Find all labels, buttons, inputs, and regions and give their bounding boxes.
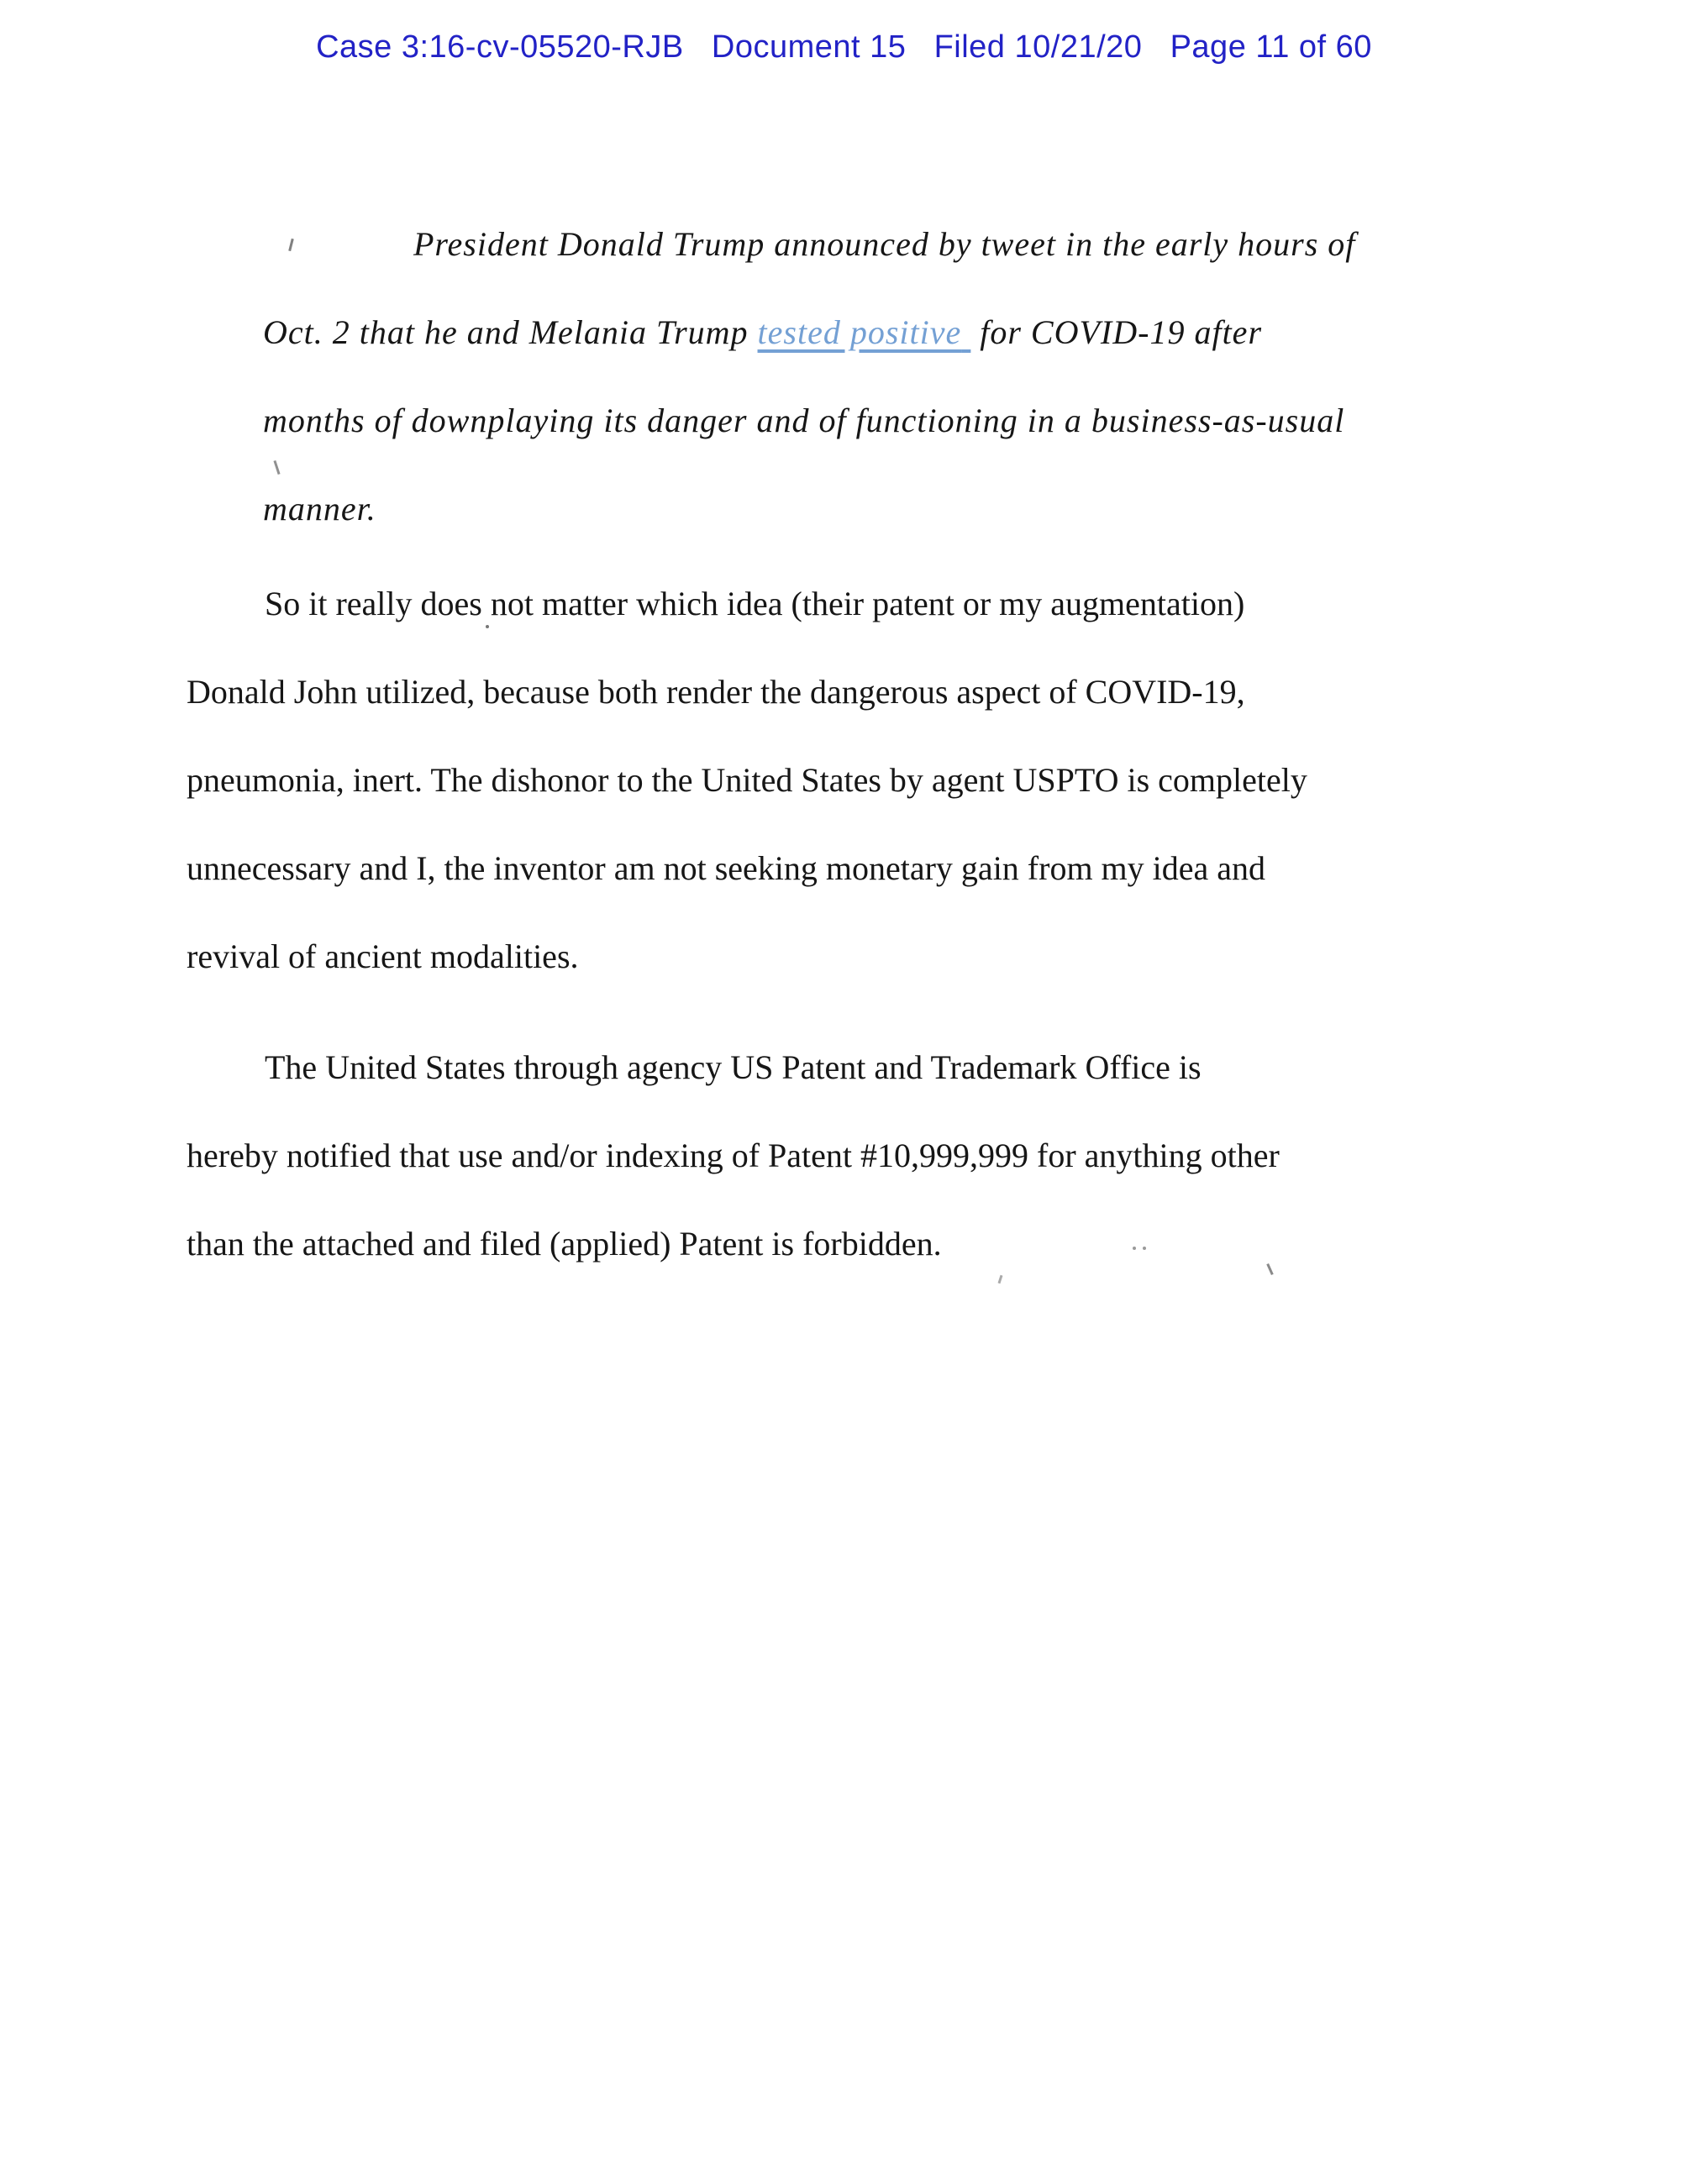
text-line: Donald John utilized, because both render the dangerous aspect of COVID-19, bbox=[187, 673, 1245, 711]
scan-artifact bbox=[486, 625, 489, 628]
scan-artifact bbox=[1133, 1247, 1136, 1250]
quote-line-2-after: for COVID-19 after bbox=[970, 313, 1263, 351]
scan-artifact bbox=[1143, 1247, 1146, 1250]
document-body bbox=[187, 200, 1525, 1288]
text-line: than the attached and filed (applied) Patent is forbidden. bbox=[187, 1225, 942, 1263]
quote-line-4: manner. bbox=[263, 490, 376, 528]
case-stamp-header: Case 3:16-cv-05520-RJB Document 15 Filed 10/21/20 Page 11 of 60 bbox=[316, 29, 1372, 65]
text-line: The United States through agency US Patent and Trademark Office is bbox=[265, 1048, 1202, 1086]
quote-line-1: President Donald Trump announced by tweet in the early hours of bbox=[413, 225, 1356, 263]
quote-line-2 bbox=[263, 288, 1525, 376]
text-line: pneumonia, inert. The dishonor to the United States by agent USPTO is completely bbox=[187, 761, 1307, 799]
text-line: hereby notified that use and/or indexing of Patent #10,999,999 for anything other bbox=[187, 1137, 1280, 1174]
quote-line-3: months of downplaying its danger and of functioning in a business-as-usual bbox=[263, 402, 1345, 439]
paragraph-uspto-notice bbox=[187, 1023, 1525, 1288]
text-line: revival of ancient modalities. bbox=[187, 937, 579, 975]
text-line: unnecessary and I, the inventor am not seeking monetary gain from my idea and bbox=[187, 849, 1266, 887]
block-quote bbox=[263, 200, 1525, 553]
paragraph-patent-idea bbox=[187, 559, 1525, 1000]
tested-positive-link[interactable]: tested positive bbox=[757, 313, 962, 351]
text-line: So it really does not matter which idea (their patent or my augmentation) bbox=[265, 585, 1245, 622]
quote-line-2-before: Oct. 2 that he and Melania Trump bbox=[263, 313, 758, 351]
